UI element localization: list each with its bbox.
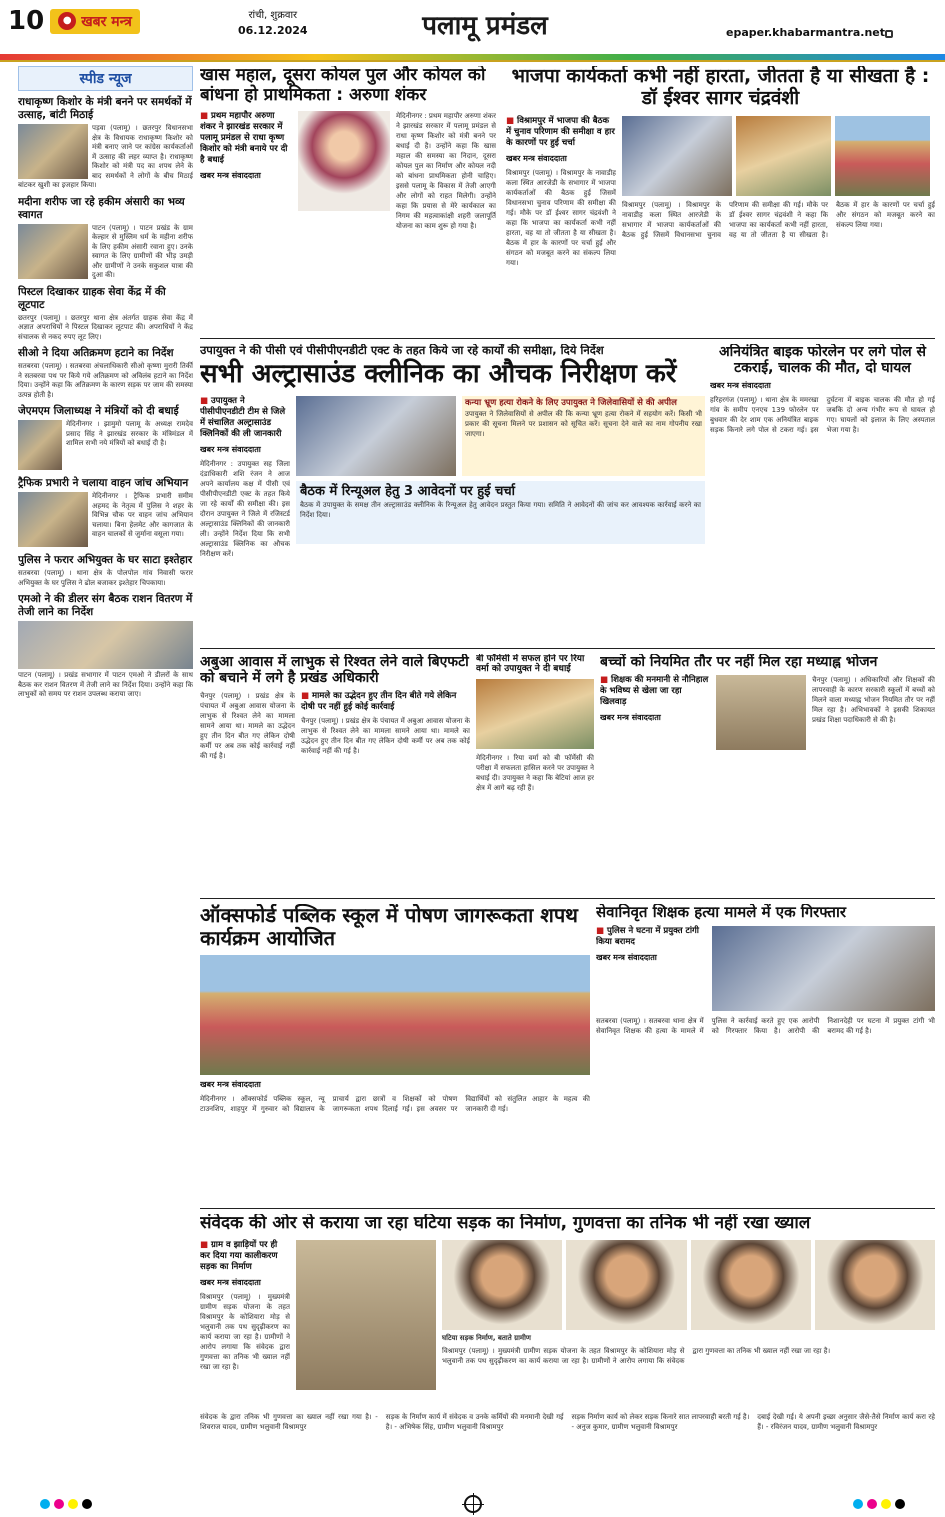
school-event-photo (200, 955, 590, 1075)
story-byline: खबर मन्त्र संवाददाता (710, 381, 771, 391)
logo-icon: ● (58, 12, 76, 30)
left-item-photo (18, 224, 88, 279)
left-item (18, 96, 193, 191)
color-dots-right (853, 1499, 905, 1509)
epaper-url[interactable]: epaper.khabarmantra.net (726, 26, 885, 39)
story-road-construction (200, 1214, 935, 1484)
meeting-photo (622, 116, 732, 196)
story-body: मेदिनीनगर । ऑक्सफोर्ड पब्लिक स्कूल, न्यू टाउनशिप, शाहपुर में गुरुवार को विद्यालय के प्राचार्य द्वारा छात्रों व शिक्षकों को पोषण जागरूकता शपथ दिलाई गई। इस अवसर पर विद्यार्थियों को संतुलित आहार के महत्व की जानकारी दी गई। (200, 1095, 590, 1113)
left-item-body: पाटन (पलामू) । पाटन प्रखंड के ग्राम केल्हार से मुस्लिम धर्म के महीना शरीफ के लिए हकीम अंसारी रवाना हुए। उनके स्वागत के लिए ग्रामीणों की भीड़ उमड़ी और ग्रामीणों ने उनके सकुशल यात्रा की दुआ की। (92, 223, 193, 279)
logo-text: खबर मन्त्र (81, 13, 132, 30)
left-item-head: जेएमएम जिलाध्यक्ष ने मंत्रियों को दी बधाई (18, 405, 179, 417)
portrait-photo (298, 111, 390, 211)
story-oxford-school (200, 904, 590, 1204)
date: 06.12.2024 (238, 24, 308, 37)
quote: सड़क के निर्माण कार्य में संवेदक व उनके कर्मियों की मनमानी देखी गई है। - अभिषेक सिंह, ग्रामीण भलुवानी विश्रामपुर (385, 1412, 564, 1431)
story-body: सतबरवा (पलामू) । सतबरवा थाना क्षेत्र में सेवानिवृत शिक्षक की हत्या के मामले में पुलिस ने कार्रवाई करते हुए एक आरोपी को गिरफ्तार किया है। आरोपी की निशानदेही पर घटना में प्रयुक्त टांगी भी बरामद की गई है। (596, 1017, 935, 1036)
quote: दबाई देखी गई। ये अपनी इच्छा अनुसार जैसे-तैसे निर्माण कार्य करा रहे हैं। - रविरंजन यादव, ग्रामीण भलुवानी विश्रामपुर (757, 1412, 935, 1431)
side-box-body: उपायुक्त ने जिलेवासियों से अपील की कि कन्या भ्रूण हत्या रोकने में सहयोग करें। किसी भी प्रकार की सूचना मिलने पर प्रशासन को सूचित करें। सूचना देने वाले का नाम गोपनीय रखा जाएगा। (465, 409, 702, 438)
arrest-photo (712, 926, 935, 1011)
story-byline: खबर मन्त्र संवाददाता (596, 953, 657, 963)
left-item (18, 554, 193, 588)
left-item-body: मेदिनीनगर । ट्रैफिक प्रभारी समीम अहमद के नेतृत्व में पुलिस ने शहर के विभिन्न चौक पर वाहन जांच अभियान चलाया। बिना हेलमेट और कागजात के वाहन चालकों से जुर्माना वसूला गया। (92, 492, 193, 538)
left-item-body: पड़वा (पलामू) । छतरपुर विधानसभा क्षेत्र के विधायक राधाकृष्ण किशोर को मंत्री बनाए जाने पर कांग्रेस कार्यकर्ताओं में उत्साह की लहर व्याप्त है। राधाकृष्ण किशोर को मंत्री पद का शपथ लेने के बाद समर्थकों ने लोगों के बीच मिठाई बांटकर खुशी का इजहार किया। (18, 124, 193, 189)
left-item-body: पाटन (पलामू) । प्रखंड सभागार में पाटन एमओ ने डीलरों के साथ बैठक कर राशन वितरण में तेजी लाने का निर्देश दिया। उन्होंने कहा कि लाभुकों को समय पर राशन उपलब्ध कराया जाए। (18, 671, 193, 698)
section-title: पलामू प्रमंडल (422, 11, 548, 41)
quote: सड़क निर्माण कार्य को लेकर सड़क किनारे सात लापरवाही बरती गई है। - अनुज कुमार, ग्रामीण भलुवानी विश्रामपुर (571, 1412, 750, 1431)
left-item-head: पुलिस ने फरार अभियुक्त के घर साटा इश्तेहार (18, 554, 193, 566)
left-item (18, 405, 193, 449)
story-byline: खबर मन्त्र संवाददाता (200, 171, 261, 181)
left-item-head: एमओ ने की डीलर संग बैठक राशन वितरण में तेजी लाने का निर्देश (18, 593, 193, 618)
story-kicker: ■ शिक्षक की मनमानी से नौनिहाल के भविष्य से खेला जा रहा खिलवाड़ (600, 675, 710, 708)
left-item-photo (18, 420, 62, 470)
registration-mark-icon (464, 1495, 482, 1513)
dateline (238, 8, 308, 38)
story-headline: भाजपा कार्यकर्ता कभी नहीं हारता, जीतता है या सीखता है : डॉ ईश्वर सागर चंद्रवंशी (511, 66, 930, 109)
left-item-body: सतबरवा (पलामू) । सतबरवा अंचलाधिकारी सीओ कृष्णा मुरारी तिर्की ने सतबरवा पथ पर किये गये अतिक्रमण को अविलंब हटाने का निर्देश दिया। उन्होंने कहा कि अतिक्रमण के कारण सड़क पर जाम की समस्या उत्पन्न होती है। (18, 362, 193, 399)
story-kicker: ■ पुलिस ने घटना में प्रयुक्त टांगी किया बरामद (596, 926, 706, 948)
side-box-head: कन्या भ्रूण हत्या रोकने के लिए उपायुक्त ने जिलेवासियों से की अपील (465, 398, 677, 409)
left-column (18, 66, 193, 1484)
left-item-head: ट्रैफिक प्रभारी ने चलाया वाहन जांच अभियान (18, 477, 189, 489)
quote: संवेदक के द्वारा तनिक भी गुणवत्ता का ख्याल नहीं रखा गया है। - शिवराज यादव, ग्रामीण भलुवानी विश्रामपुर (200, 1412, 378, 1431)
story-ultrasound (200, 344, 705, 644)
story-headline: अबुआ आवास में लाभुक से रिश्वत लेने वाले बिएफटी को बचाने में लगे है प्रखंड अधिकारी (200, 654, 469, 687)
story-kicker: ■ प्रथम महापौर अरुणा शंकर ने झारखंड सरकार में पलामू प्रमंडल से राधा कृष्ण किशोर को मंत्री बनाये पर दी है बधाई (200, 111, 292, 166)
story-body: मेदिनीनगर : उपायुक्त सह जिला दंडाधिकारी शशि रंजन ने आज अपने कार्यालय कक्ष में पीसी एवं पीसीपीएनडीटी एक्ट के तहत किये जा रहे कार्यों की समीक्षा की। इस दौरान उपायुक्त ने जिले में रजिस्टर्ड अल्ट्रासाउंड क्लिनिकों की जानकारी ली। उन्होंने निर्देश दिया कि सभी अल्ट्रासाउंड क्लिनिक का औचक निरीक्षण करें। (200, 460, 290, 559)
villager-photo (442, 1240, 562, 1330)
box-body: बैठक में उपायुक्त के समक्ष तीन अल्ट्रासाउंड क्लीनिक के रिन्यूअल हेतु आवेदन प्रस्तुत किया गया। समिति ने आवेदनों की जांच कर आवश्यक कार्रवाई करने का निर्देश दिया। (300, 501, 701, 520)
meeting-photo (736, 116, 831, 196)
school-photo (716, 675, 806, 750)
villager-photo (815, 1240, 935, 1330)
villager-photo (691, 1240, 811, 1330)
divider (200, 1208, 935, 1209)
story-body: हरिहरगंज (पलामू) । थाना क्षेत्र के ममरखा गांव के समीप एनएच 139 फोरलेन पर बुधवार की देर शाम एक अनियंत्रित बाइक सड़क किनारे लगे पोल से टकरा गई। इस दुर्घटना में बाइक चालक की मौत हो गई जबकि दो अन्य गंभीर रूप से घायल हो गए। घायलों को इलाज के लिए अस्पताल भेजा गया है। (710, 396, 935, 435)
story-byline: खबर मन्त्र संवाददाता (200, 1277, 261, 1287)
divider (200, 338, 935, 339)
left-item-photo (18, 492, 88, 547)
main-content (200, 66, 935, 1484)
story-headline: अनियंत्रित बाइक फोरलेन पर लगे पोल से टकराई, चालक की मौत, दो घायल (718, 344, 927, 377)
divider (200, 898, 935, 899)
meeting-photo (835, 116, 930, 196)
color-dots-left (40, 1499, 92, 1509)
story-headline: बी फॉर्मेसी में सफल होने पर रिया वर्मा को उपायुक्त ने दी बधाई (476, 654, 585, 675)
left-item (18, 593, 193, 700)
road-photo (296, 1240, 436, 1390)
logo (50, 9, 140, 34)
page-number: 10 (8, 6, 45, 36)
story-byline: खबर मन्त्र संवाददाता (506, 153, 567, 163)
story-body-continued: विश्रामपुर (पलामू) । मुख्यमंत्री ग्रामीण सड़क योजना के तहत विश्रामपुर के कोशियारा मोड़ से भलुवानी तक पथ सुदृढ़ीकरण का कार्य कराया जा रहा है। ग्रामीणों ने आरोप लगाया कि संवेदक द्वारा गुणवत्ता का तनिक भी ख्याल नहीं रखा जा रहा है। (442, 1346, 831, 1365)
story-headline: बच्चों को नियमित तौर पर नहीं मिल रहा मध्याह्न भोजन (600, 654, 878, 670)
story-body: विश्रामपुर (पलामू) । मुख्यमंत्री ग्रामीण सड़क योजना के तहत विश्रामपुर के कोशियारा मोड़ से भलुवानी तक पथ सुदृढ़ीकरण का कार्य कराया जा रहा है। ग्रामीणों ने आरोप लगाया कि संवेदक द्वारा गुणवत्ता का तनिक भी ख्याल नहीं रखा जा रहा है। (200, 1292, 290, 1371)
story-kicker: ■ ग्राम व झाड़ियों पर ही कर दिया गया कालीकरण सड़क का निर्माण (200, 1240, 290, 1273)
color-bar (0, 54, 945, 60)
left-item-head: पिस्टल दिखाकर ग्राहक सेवा केंद्र में की लूटपाट (18, 285, 166, 311)
left-item (18, 286, 193, 343)
story-body-part: मेदिनीनगर : प्रथम महापौर अरुणा शंकर ने झारखंड सरकार में पलामू प्रमंडल से राधा कृष्ण किशोर को मंत्री बनने पर बधाई दी है। उन्होंने कहा कि खास महाल की समस्या का निदान, दूसरा कोयल पुल का निर्माण और कोयल नदी को बांधना प्राथमिकता होनी चाहिए। इससे पलामू के विकास में तेजी आएगी और लोगों को राहत मिलेगी। उन्होंने कहा कि प्रयास से मेरे कार्यकाल का निगम की महत्वाकांक्षी शहरी जलापूर्ति योजना का काम शुरू हो गया है। (396, 112, 496, 231)
story-body: मेदिनीनगर । रिया वर्मा को बी फॉर्मेसी की परीक्षा में सफलता हासिल करने पर उपायुक्त ने बधाई दी। उपायुक्त ने कहा कि बेटियां आज हर क्षेत्र में आगे बढ़ रही हैं। (476, 753, 594, 792)
left-item-head: राधाकृष्ण किशोर के मंत्री बनने पर समर्थकों में उत्साह, बांटी मिठाई (18, 96, 192, 121)
story-headline: संवेदक की ओर से कराया जा रहा घटिया सड़क का निर्माण, गुणवत्ता का तनिक भी नहीं रखा ख्याल (200, 1214, 811, 1233)
speed-news-label: स्पीड न्यूज (18, 66, 193, 91)
story-body: चैनपुर (पलामू) । प्रखंड क्षेत्र के पंचायत में अबुआ आवास योजना के लाभुक से रिश्वत लेने का मामला सामने आया था। मामले का उद्भेदन हुए तीन दिन बीत गए लेकिन दोषी कर्मी पर अब तक कोई कार्रवाई नहीं की गई है। (200, 692, 295, 761)
print-marks (0, 1490, 945, 1517)
left-item (18, 347, 193, 400)
story-kicker: ■ मामले का उद्भेदन हुए तीन दिन बीते गये लेकिन दोषी पर नहीं हुई कोई कार्रवाई (301, 691, 470, 713)
left-item (18, 477, 193, 540)
left-item-body: मेदिनीनगर । झामुमो पलामू के अध्यक्ष रामदेव प्रसाद सिंह ने झारखंड सरकार के मंत्रिमंडल में शामिल सभी नये मंत्रियों को बधाई दी है। (66, 420, 193, 447)
story-byline: खबर मन्त्र संवाददाता (200, 1080, 261, 1089)
box-head: बैठक में रिन्यूअल हेतु 3 आवेदनों पर हुई चर्चा (300, 484, 515, 500)
story-byline: खबर मन्त्र संवाददाता (200, 445, 261, 455)
divider (200, 648, 935, 649)
left-item (18, 196, 193, 281)
story-riya-verma (476, 654, 594, 894)
masthead (0, 0, 945, 62)
villager-photo (566, 1240, 686, 1330)
felicitation-photo (476, 679, 594, 749)
story-body: चैनपुर (पलामू) । अधिकारियों और शिक्षकों की लापरवाही के कारण सरकारी स्कूलों में बच्चों को मिलने वाला मध्याह्न भोजन नियमित तौर पर नहीं मिल रहा है। अभिभावकों ने इसकी शिकायत प्रखंड शिक्षा पदाधिकारी से की है। (812, 676, 935, 725)
left-item-head: मदीना शरीफ जा रहे हकीम अंसारी का भव्य स्वागत (18, 195, 185, 221)
left-item-photo (18, 621, 193, 669)
story-headline: खास महाल, दूसरा कोयल पुल और कोयल को बांधना हो प्राथमिकता : अरुणा शंकर (200, 66, 486, 105)
story-headline: सभी अल्ट्रासाउंड क्लीनिक का औचक निरीक्षण करें (200, 359, 677, 390)
story-body-continued: विश्रामपुर (पलामू) । विश्रामपुर के नावाडीह कला स्थित आरजेडी के सभागार में भाजपा कार्यकर्ताओं की बैठक हुई जिसमें विधानसभा चुनाव परिणाम की समीक्षा की गई। मौके पर डॉ ईश्वर सागर चंद्रवंशी ने कहा कि भाजपा का कार्यकर्ता कभी नहीं हारता, वह या तो जीतता है या सीखता है। बैठक में हार के कारणों पर चर्चा हुई और संगठन को मजबूत करने का संकल्प लिया गया। (622, 200, 935, 239)
story-subhead: उपायुक्त ने की पीसी एवं पीसीपीएनडीटी एक्ट के तहत किये जा रहे कार्यों की समीक्षा, दिये निर्देश (200, 344, 604, 357)
left-item-head: सीओ ने दिया अतिक्रमण हटाने का निर्देश (18, 347, 174, 359)
photo-caption: घटिया सड़क निर्माण, बताते ग्रामीण (442, 1333, 531, 1342)
story-body: विश्रामपुर (पलामू) । विश्रामपुर के नावाडीह कला स्थित आरजेडी के सभागार में भाजपा कार्यकर्ताओं की बैठक हुई जिसमें विधानसभा चुनाव परिणाम की समीक्षा की गई। मौके पर डॉ ईश्वर सागर चंद्रवंशी ने कहा कि भाजपा का कार्यकर्ता कभी नहीं हारता, वह या तो जीतता है या सीखता है। बैठक में हार के कारणों पर चर्चा हुई और संगठन को मजबूत करने का संकल्प लिया गया। (506, 168, 616, 267)
story-headline: सेवानिवृत शिक्षक हत्या मामले में एक गिरफ्तार (596, 904, 846, 921)
story-bjp-meeting (506, 66, 935, 334)
left-item-body: छतरपुर (पलामू) । छतरपुर थाना क्षेत्र अंतर्गत ग्राहक सेवा केंद्र में अज्ञात अपराधियों ने पिस्टल दिखाकर लूटपाट की। अपराधियों ने केंद्र संचालक से नकद रुपए लूट लिए। (18, 313, 193, 341)
masthead-left (8, 6, 140, 36)
story-body-continued: चैनपुर (पलामू) । प्रखंड क्षेत्र के पंचायत में अबुआ आवास योजना के लाभुक से रिश्वत लेने का मामला सामने आया था। मामले का उद्भेदन हुए तीन दिन बीत गए लेकिन दोषी कर्मी पर अब तक कोई कार्रवाई नहीं की गई है। (301, 717, 470, 756)
meeting-photo (296, 396, 456, 476)
cursor-icon (885, 30, 893, 38)
left-item-photo (18, 124, 88, 179)
story-byline: खबर मन्त्र संवाददाता (600, 713, 661, 723)
left-item-body: सतबरवा (पलामू) । थाना क्षेत्र के पोलपोल गांव निवासी फरार अभियुक्त के घर पुलिस ने ढोल बजाकर इश्तेहार चिपकाया। (18, 569, 193, 587)
story-kicker: ■ उपायुक्त ने पीसीपीएनडीटी टीम से जिले में संचालित अल्ट्रासाउंड क्लिनिकों की ली जानकारी (200, 396, 290, 440)
story-kicker: ■ विश्रामपुर में भाजपा की बैठक में चुनाव परिणाम की समीक्षा व हार के कारणों पर हुई चर्चा (506, 116, 616, 149)
story-bike-accident (710, 344, 935, 644)
story-aruna-shankar (200, 66, 498, 334)
story-abua-awas (200, 654, 470, 894)
story-teacher-murder (596, 904, 935, 1204)
story-headline: ऑक्सफोर्ड पब्लिक स्कूल में पोषण जागरूकता शपथ कार्यक्रम आयोजित (200, 904, 578, 950)
city-day: रांची, शुक्रवार (248, 10, 298, 21)
story-mid-day-meal (600, 654, 935, 894)
